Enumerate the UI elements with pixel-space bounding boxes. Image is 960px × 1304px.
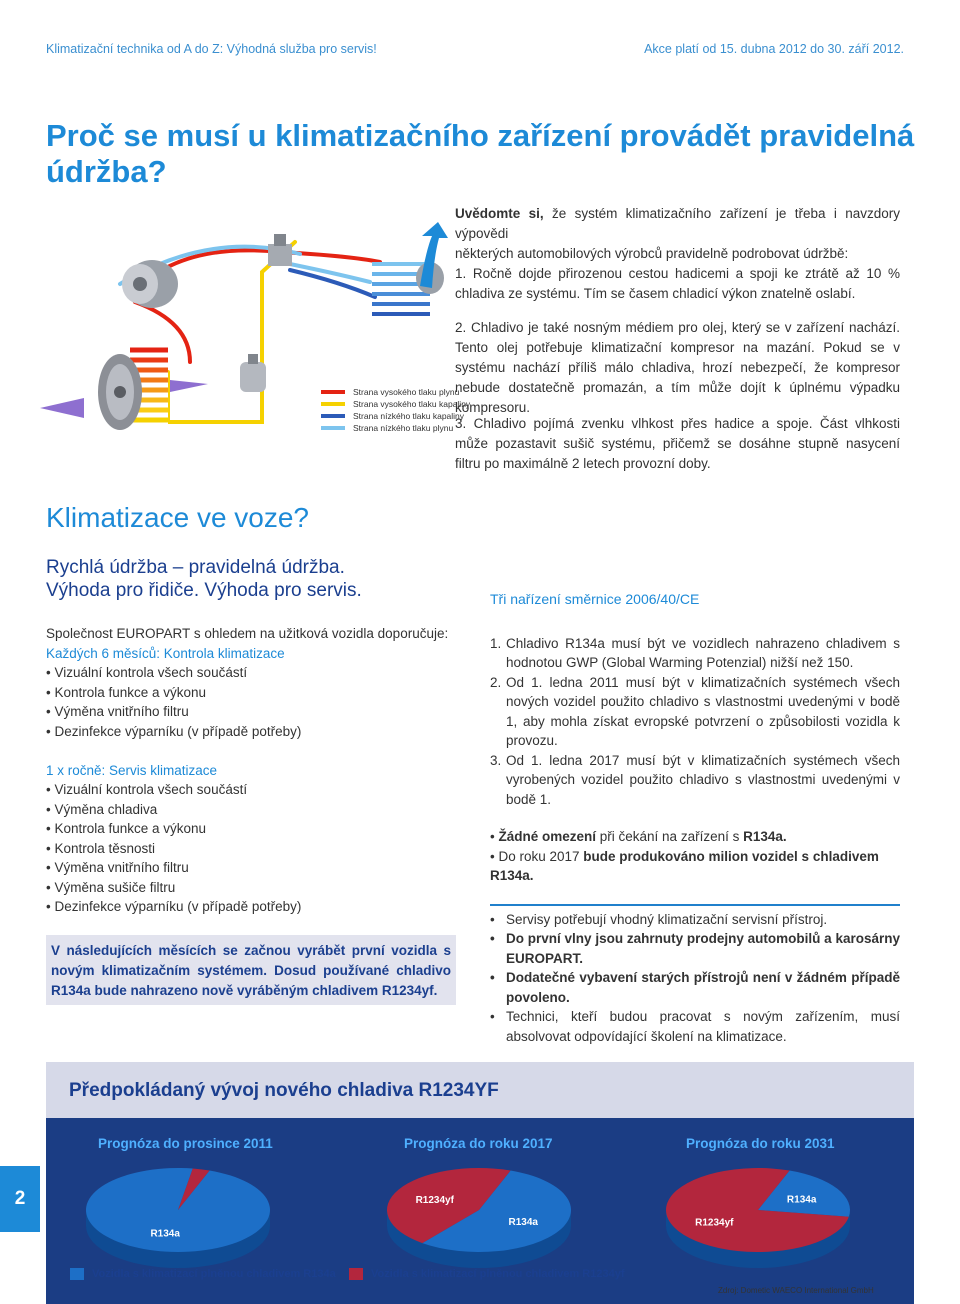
list-item: • Výměna vnitřního filtru bbox=[46, 704, 189, 719]
header-left-text: Klimatizační technika od A do Z: Výhodná služba pro servis! bbox=[46, 42, 377, 56]
legend-label: Strana nízkého tlaku kapaliny bbox=[353, 411, 465, 421]
group1-title: Každých 6 měsíců: Kontrola klimatizace bbox=[46, 645, 285, 661]
section-subtitle bbox=[46, 556, 362, 602]
section-subtitle-line2: Výhoda pro řidiče. Výhoda pro servis. bbox=[46, 580, 362, 601]
pie-slice-label: R1234yf bbox=[695, 1217, 734, 1229]
page-title-line2: údržba? bbox=[46, 154, 167, 189]
list-item bbox=[490, 910, 900, 930]
pie-chart-1 bbox=[387, 1168, 571, 1268]
ac-system-diagram bbox=[40, 222, 471, 458]
item-text: Od 1. ledna 2011 musí být v klimatizačních systémech všech nových vozidel použito chladivo s vlastnostmi uvedenými v bodě 1, aby mohla získat evropské potvrzení o způsobilosti vozidla k provozu. bbox=[506, 674, 900, 748]
item-text: Chladivo R134a musí být ve vozidlech nahrazeno chladivem s hodnotou GWP (Global Warming Potenzial) nižší než 150. bbox=[506, 635, 900, 670]
fan-icon bbox=[98, 354, 142, 430]
directive-column bbox=[490, 590, 900, 1046]
pie-slice-label: R1234yf bbox=[415, 1194, 454, 1206]
page-number: 2 bbox=[0, 1166, 40, 1232]
forecast-title-band bbox=[46, 1062, 914, 1118]
forecast-title: Předpokládaný vývoj nového chladiva R1234YF bbox=[69, 1080, 499, 1101]
forecast-label-2017: Prognóza do roku 2017 bbox=[404, 1136, 553, 1151]
item-number: 1. bbox=[490, 635, 502, 651]
legend-r134a bbox=[70, 1268, 336, 1280]
legend-r1234yf bbox=[349, 1268, 625, 1280]
intro-item-3: 3. Chladivo pojímá zvenku vlhkost přes hadice a spoje. Část vlhkosti může pozastavit sušič systému, přičemž se dosáhne stupně nasycení filtru po maximálně 2 letech provozní doby. bbox=[455, 416, 900, 471]
legend-label: Strana nízkého tlaku plynu bbox=[353, 423, 454, 433]
forecast-label-2011: Prognóza do prosince 2011 bbox=[98, 1136, 273, 1151]
list-item: • Vizuální kontrola všech součástí bbox=[46, 665, 248, 680]
item-number: 2. bbox=[490, 674, 502, 690]
divider bbox=[490, 904, 900, 906]
intro-lead bbox=[455, 204, 900, 264]
maintenance-recommendations bbox=[46, 624, 456, 917]
legend-swatch-r1234yf bbox=[349, 1268, 363, 1280]
recommendation-intro: Společnost EUROPART s ohledem na užitková vozidla doporučuje: bbox=[46, 626, 449, 641]
item-text: Dodatečné vybavení starých přístrojů není v žádném případě povoleno. bbox=[506, 970, 900, 1005]
legend-swatch bbox=[321, 390, 345, 394]
list-item: • Výměna vnitřního filtru bbox=[46, 860, 189, 875]
intro-item-1: 1. Ročně dojde přirozenou cestou hadicemi a spoji ke ztrátě až 10 % chladiva ze systému. Tím se časem chladicí výkon znatelně oslabí. bbox=[455, 266, 900, 301]
intro-lead-line2: některých automobilových výrobců pravidelně podrobovat údržbě: bbox=[455, 246, 849, 261]
bullet-text: Do roku 2017 bbox=[498, 848, 584, 864]
intro-item-2: 2. Chladivo je také nosným médiem pro olej, který se v zařízení nachází. Tento olej potřebuje klimatizační kompresor na mazání. Pokud se v systému nachází příliš málo chladiva, hrozí nebezpečí, že kompresor nebude dostatečně promazán, a tím může dojít k úplnému výpadku kompresoru. bbox=[455, 320, 900, 415]
compressor-icon bbox=[122, 260, 178, 308]
intro-lead-bold: Uvědomte si, bbox=[455, 206, 544, 221]
forecast-label-2031: Prognóza do roku 2031 bbox=[686, 1136, 835, 1151]
legend-swatch bbox=[321, 402, 345, 406]
numbered-item bbox=[490, 673, 900, 751]
pie-chart-2 bbox=[666, 1168, 850, 1268]
item-text: Servisy potřebují vhodný klimatizační servisní přístroj. bbox=[506, 911, 828, 927]
bullet-dot: • bbox=[490, 911, 495, 927]
list-item: • Kontrola funkce a výkonu bbox=[46, 821, 207, 836]
bullet-dot: • bbox=[490, 931, 495, 946]
numbered-item bbox=[490, 634, 900, 673]
list-item: • Kontrola funkce a výkonu bbox=[46, 684, 207, 700]
directive-subtitle: Tři nařízení směrnice 2006/40/CE bbox=[490, 591, 700, 607]
list-item bbox=[490, 929, 900, 968]
source-note: Zdroj: Dometic WAECO International GmbH bbox=[718, 1286, 874, 1295]
section-title: Klimatizace ve voze? bbox=[46, 502, 310, 533]
page-title bbox=[46, 118, 926, 190]
pie-slice-label: R134a bbox=[508, 1217, 538, 1229]
legend-swatch bbox=[321, 414, 345, 418]
group2-title: 1 x ročně: Servis klimatizace bbox=[46, 762, 218, 778]
list-item: • Vizuální kontrola všech součástí bbox=[46, 782, 248, 797]
intro-lead-rest: že systém klimatizačního zařízení je třeba i navzdory výpovědi bbox=[455, 206, 900, 241]
bullet-million: • Do roku 2017 bude produkováno milion vozidel s chladivem R134a. bbox=[490, 848, 879, 883]
legend-swatch bbox=[321, 426, 345, 430]
bullet-bold-end: R134a. bbox=[743, 829, 787, 844]
section-subtitle-line1: Rychlá údržba – pravidelná údržba. bbox=[46, 557, 345, 578]
bullet-dot: • bbox=[490, 1009, 495, 1024]
note-box: V následujících měsících se začnou vyrábět první vozidla s novým klimatizačním systémem. Dosud používané chladivo R134a bude nahrazeno nově vyráběným chladivem R1234yf. bbox=[46, 935, 456, 1005]
list-item bbox=[490, 1007, 900, 1046]
pie-slice-r134a bbox=[86, 1168, 270, 1252]
numbered-item bbox=[490, 751, 900, 810]
bullet-dot: • bbox=[490, 970, 495, 985]
bullet-bold: Žádné omezení bbox=[498, 829, 597, 844]
spacer bbox=[490, 886, 900, 898]
legend-label: Strana vysokého tlaku kapaliny bbox=[353, 399, 471, 409]
list-item: • Dezinfekce výparníku (v případě potřeby) bbox=[46, 899, 302, 914]
list-item: • Výměna sušiče filtru bbox=[46, 879, 176, 895]
header-right-text: Akce platí od 15. dubna 2012 do 30. září 2012. bbox=[644, 42, 904, 56]
list-item: • Výměna chladiva bbox=[46, 801, 158, 817]
bullet-text: při čekání na zařízení s bbox=[596, 829, 744, 844]
legend-label: Strana vysokého tlaku plynu bbox=[353, 387, 460, 397]
header-bar bbox=[46, 42, 914, 62]
list-item: • Dezinfekce výparníku (v případě potřeby) bbox=[46, 723, 302, 739]
spacer bbox=[490, 809, 900, 827]
legend-r1234yf-label: Vozidla s klimatizací plněnou chladivem R1234yf bbox=[371, 1268, 625, 1280]
legend-swatch-r134a bbox=[70, 1268, 84, 1280]
item-text: Od 1. ledna 2017 musí být v klimatizačních systémech všech vyrobených vozidel použito chladivo s vlastnostmi uvedenými v bodě 1. bbox=[506, 752, 900, 807]
list-item: • Kontrola těsnosti bbox=[46, 840, 156, 856]
expansion-valve-icon bbox=[268, 234, 292, 266]
pie-slice-label: R134a bbox=[150, 1228, 180, 1240]
item-number: 3. bbox=[490, 752, 502, 768]
item-text: Do první vlny jsou zahrnuty prodejny automobilů a karosárny EUROPART. bbox=[506, 931, 900, 966]
item-text: Technici, kteří budou pracovat s novým zařízením, musí absolvovat odpovídající školení na klimatizace. bbox=[506, 1009, 900, 1044]
bullet-no-limit: • Žádné omezení při čekání na zařízení s R134a. bbox=[490, 829, 787, 844]
spacer bbox=[46, 741, 456, 761]
page-title-line1: Proč se musí u klimatizačního zařízení provádět pravidelná bbox=[46, 118, 915, 153]
pie-chart-0 bbox=[86, 1168, 270, 1268]
bullet-bold: bude produkováno milion vozidel s chladivem R134a. bbox=[490, 848, 879, 883]
list-item bbox=[490, 968, 900, 1007]
pie-slice-label: R134a bbox=[786, 1194, 817, 1206]
legend-r134a-label: Vozidla s klimatizací plněnou chladivem R134a bbox=[92, 1268, 336, 1280]
